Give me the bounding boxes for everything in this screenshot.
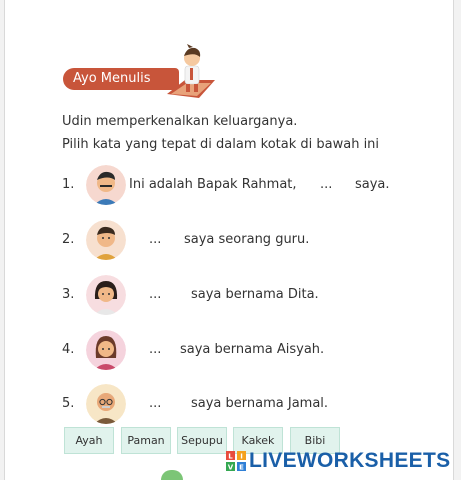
sentence-after: saya bernama Aisyah. bbox=[180, 342, 325, 357]
liveworksheets-logo bbox=[226, 449, 450, 473]
answer-blank[interactable]: ... bbox=[149, 287, 162, 302]
answer-blank[interactable]: ... bbox=[149, 232, 162, 247]
answer-blank[interactable]: ... bbox=[320, 177, 333, 192]
uncle-avatar bbox=[86, 220, 126, 260]
question-row bbox=[62, 165, 402, 205]
cousin-avatar bbox=[86, 275, 126, 315]
word-option-kakek[interactable]: Kakek bbox=[233, 427, 283, 454]
intro-line-2: Pilih kata yang tepat di dalam kotak di bawah ini bbox=[62, 137, 380, 152]
page-decoration bbox=[161, 470, 183, 480]
question-number: 1. bbox=[62, 177, 75, 192]
liveworksheets-icon bbox=[226, 451, 246, 471]
word-option-bibi[interactable]: Bibi bbox=[290, 427, 340, 454]
answer-blank[interactable]: ... bbox=[149, 342, 162, 357]
sentence-after: saya bernama Dita. bbox=[191, 287, 319, 302]
word-option-sepupu[interactable]: Sepupu bbox=[177, 427, 227, 454]
question-row bbox=[62, 220, 402, 260]
father-avatar bbox=[86, 165, 126, 205]
intro-line-1: Udin memperkenalkan keluarganya. bbox=[62, 114, 298, 129]
section-title: Ayo Menulis bbox=[63, 68, 179, 90]
question-number: 3. bbox=[62, 287, 75, 302]
worksheet-page bbox=[4, 0, 454, 480]
writing-child-illustration bbox=[165, 44, 217, 106]
grandfather-avatar bbox=[86, 384, 126, 424]
svg-text:E: E bbox=[239, 463, 244, 471]
question-number: 4. bbox=[62, 342, 75, 357]
aunt-avatar bbox=[86, 330, 126, 370]
question-row bbox=[62, 384, 402, 424]
sentence-after: saya bernama Jamal. bbox=[191, 396, 329, 411]
question-number: 5. bbox=[62, 396, 75, 411]
word-option-paman[interactable]: Paman bbox=[121, 427, 171, 454]
svg-text:I: I bbox=[240, 452, 243, 461]
sentence-before: Ini adalah Bapak Rahmat, bbox=[129, 177, 297, 192]
question-number: 2. bbox=[62, 232, 75, 247]
question-row bbox=[62, 330, 402, 370]
answer-blank[interactable]: ... bbox=[149, 396, 162, 411]
word-option-ayah[interactable]: Ayah bbox=[64, 427, 114, 454]
svg-text:V: V bbox=[227, 463, 234, 471]
liveworksheets-wordmark: LIVEWORKSHEETS bbox=[249, 449, 451, 472]
sentence-after: saya seorang guru. bbox=[184, 232, 310, 247]
svg-text:L: L bbox=[228, 452, 233, 461]
sentence-after: saya. bbox=[355, 177, 390, 192]
question-row bbox=[62, 275, 402, 315]
